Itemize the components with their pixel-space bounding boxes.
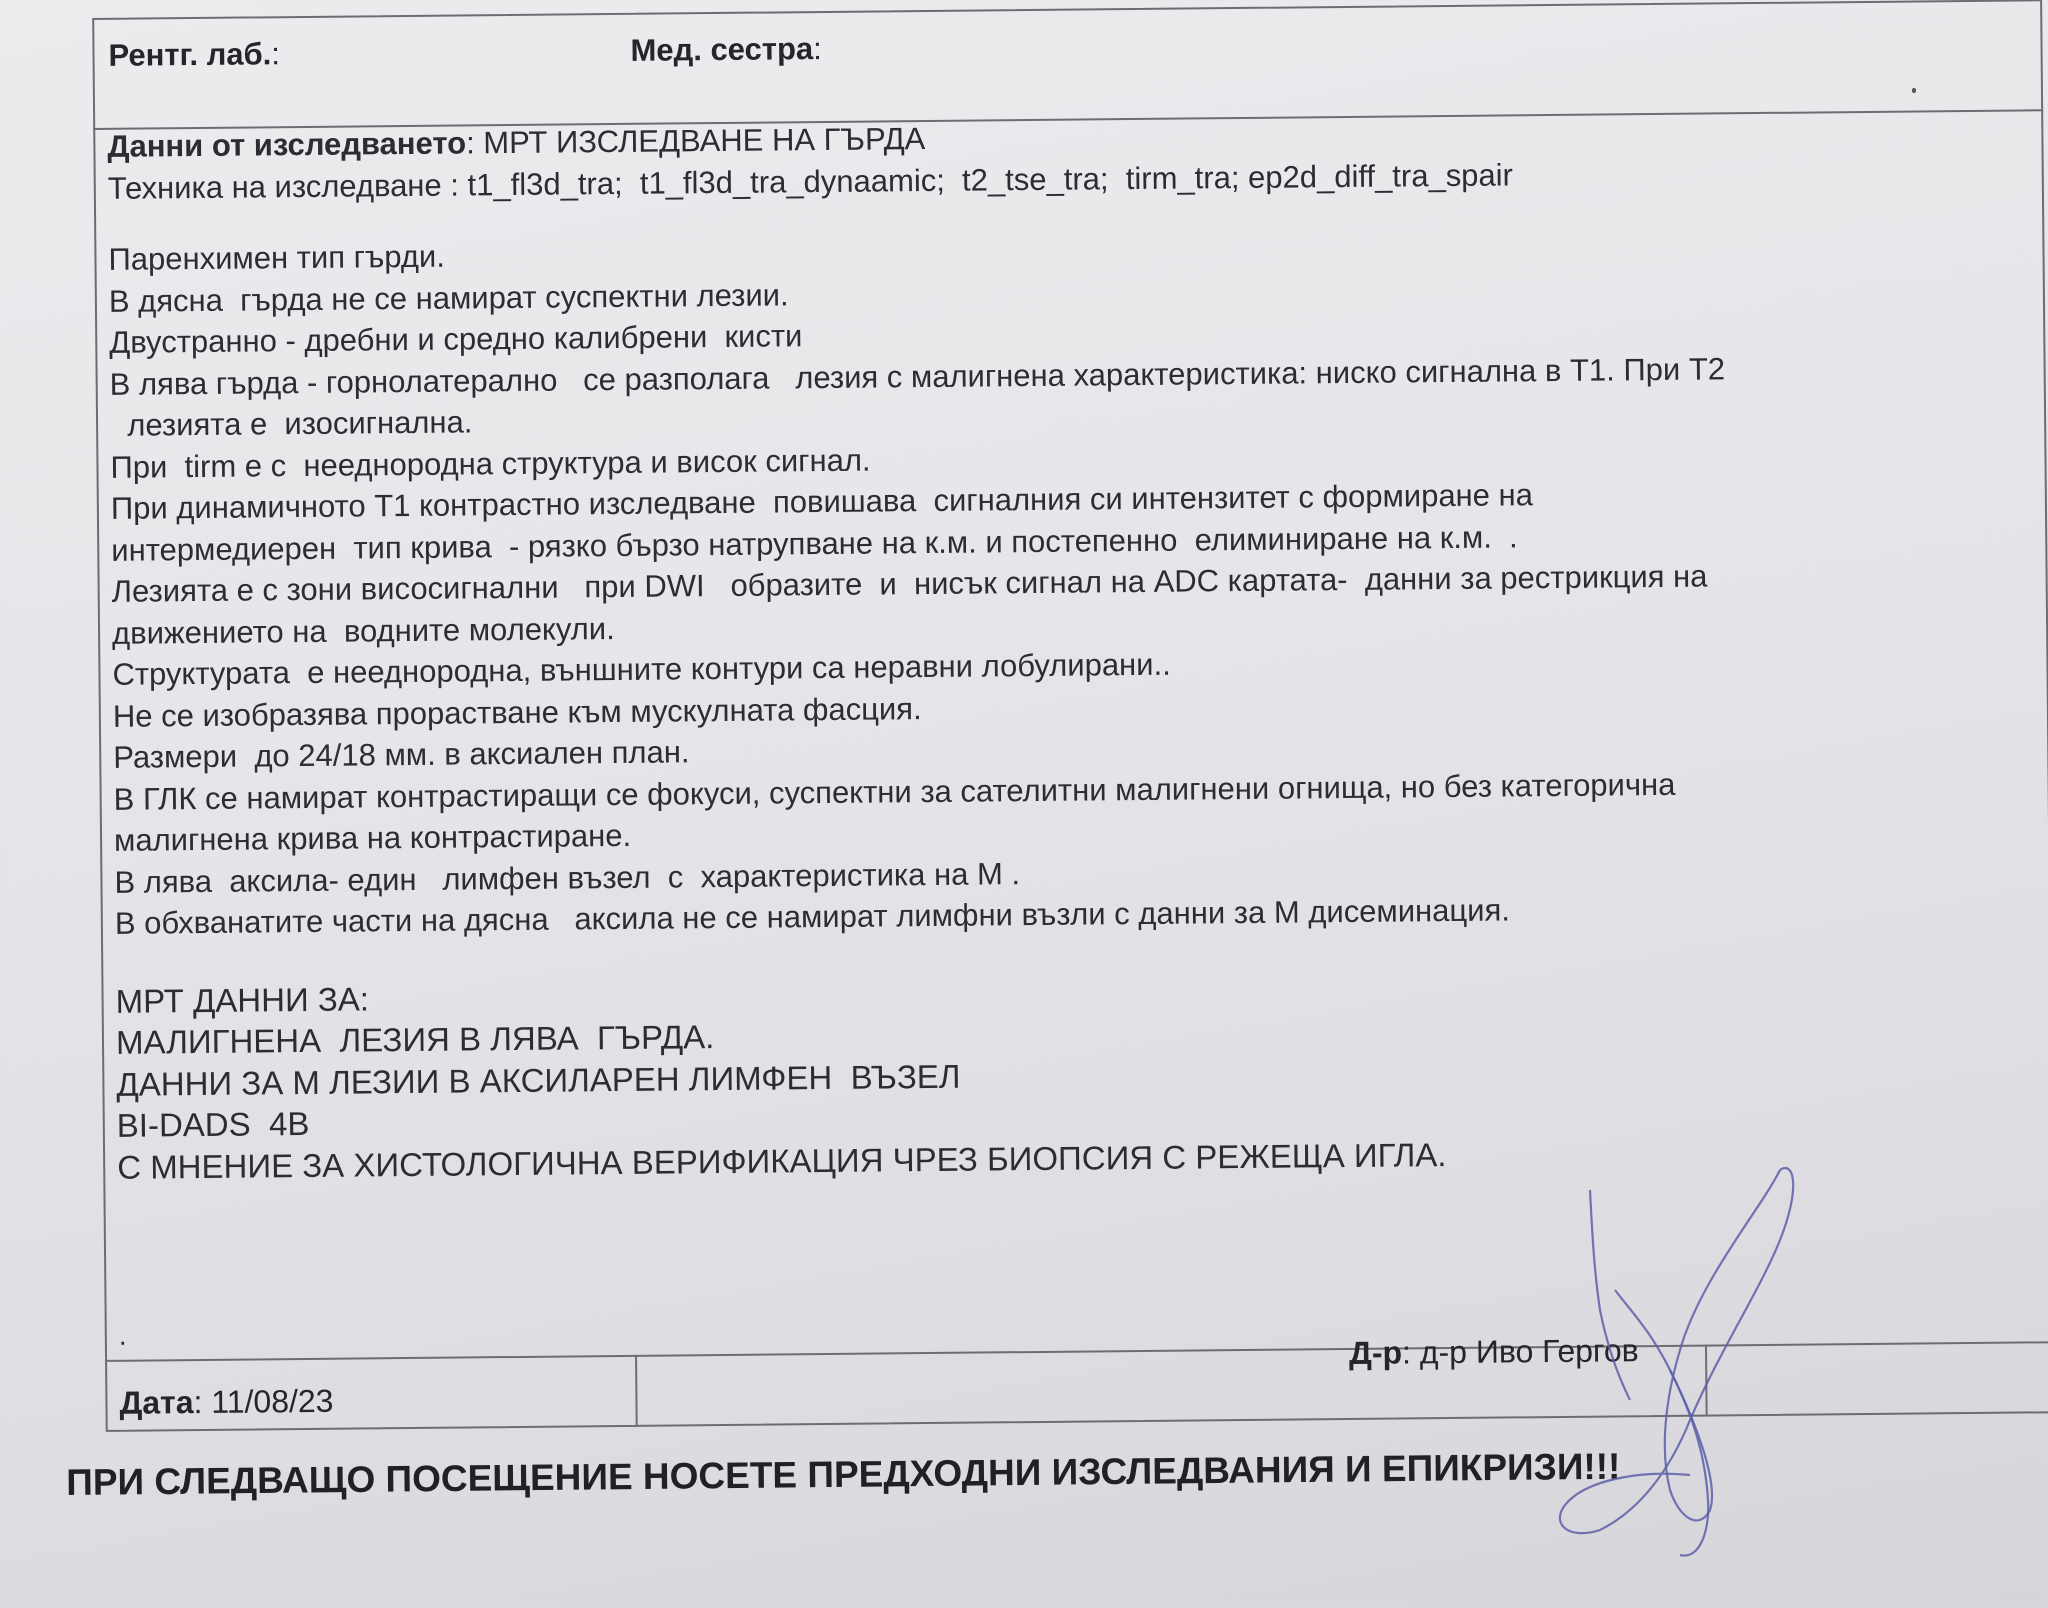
date-label: Дата — [119, 1384, 194, 1421]
signature — [1530, 1150, 1850, 1570]
finding-line: При динамичното Т1 контрастно изследване повишава сигналния си интензитет с формиране на — [110, 477, 1534, 526]
finding-line: В ГЛК се намират контрастиращи се фокуси, суспектни за сателитни малигнени огнища, но без категорична — [113, 766, 1676, 817]
finding-line: В лява аксила- един лимфен възел с характеристика на М . — [114, 855, 1021, 900]
xray-lab-field — [108, 36, 280, 74]
visit-notice: ПРИ СЛЕДВАЩО ПОСЕЩЕНИЕ НОСЕТЕ ПРЕДХОДНИ ИЗСЛЕДВАНИЯ И ЕПИКРИЗИ!!! — [66, 1445, 1621, 1503]
nurse-sep: : — [812, 30, 822, 67]
conclusion-line: ДАННИ ЗА М ЛЕЗИИ В АКСИЛАРЕН ЛИМФЕН ВЪЗЕЛ — [116, 1057, 961, 1103]
finding-line: Размери до 24/18 мм. в аксиален план. — [113, 734, 690, 775]
conclusion-line: С МНЕНИЕ ЗА ХИСТОЛОГИЧНА ВЕРИФИКАЦИЯ ЧРЕЗ БИОПСИЯ С РЕЖЕЩА ИГЛА. — [117, 1135, 1447, 1186]
conclusion-line: МАЛИГНЕНА ЛЕЗИЯ В ЛЯВА ГЪРДА. — [115, 1018, 715, 1061]
doctor-label: Д-р — [1348, 1334, 1403, 1371]
nurse-field — [630, 31, 822, 69]
finding-line: При tirm е с нееднородна структура и висок сигнал. — [110, 442, 871, 485]
finding-line: В дясна гърда не се намират суспектни лезии. — [108, 276, 789, 319]
xray-lab-label: Рентг. лаб. — [108, 36, 272, 73]
finding-line: лезията е изосигнална. — [109, 404, 473, 443]
nurse-label: Мед. сестра — [630, 31, 814, 68]
conclusion-line: BI-DADS 4B — [116, 1104, 310, 1144]
conclusion-line: МРТ ДАННИ ЗА: — [115, 979, 370, 1020]
paper-speck — [1912, 88, 1916, 93]
finding-line: Не се изобразява прорастване към мускулната фасция. — [112, 690, 922, 734]
study-title-value: : МРТ ИЗСЛЕДВАНЕ НА ГЪРДА — [465, 121, 926, 161]
finding-line: Структурата е нееднородна, външните контури са неравни лобулирани.. — [112, 646, 1171, 692]
finding-line: В лява гърда - горнолатерално се разполага лезия с малигнена характеристика: ниско сигнална в Т1. При Т2 — [109, 350, 1726, 402]
finding-line: Двустранно - дребни и средно калибрени кисти — [109, 318, 803, 360]
doctor-value: : д-р Иво Гергов — [1401, 1332, 1639, 1371]
study-technique: Техника на изследване : t1_fl3d_tra; t1_fl3d_tra_dynaamic; t2_tse_tra; tirm_tra; ep2d_diff_tra_spair — [107, 156, 1514, 206]
study-title-label: Данни от изследването — [107, 125, 467, 164]
finding-line: Паренхимен тип гърди. — [108, 238, 446, 277]
date-value: : 11/08/23 — [193, 1382, 334, 1421]
xray-lab-sep: : — [271, 36, 281, 72]
stray-dot: . — [118, 1319, 127, 1351]
finding-line: малигнена крива на контрастиране. — [113, 817, 632, 858]
finding-line: В обхванатите части на дясна аксила не се намират лимфни възли с данни за М дисеминация. — [114, 892, 1511, 941]
finding-line: интермедиерен тип крива - рязко бързо натрупване на к.м. и постепенно елиминиране на к.м. . — [111, 518, 1518, 568]
finding-line: Лезията е с зони висосигнални при DWI образите и нисък сигнал на ADC картата- данни за рестрикция на — [111, 558, 1708, 609]
date-field — [119, 1383, 333, 1422]
report-body — [107, 107, 2037, 1187]
finding-line: движението на водните молекули. — [111, 610, 615, 651]
